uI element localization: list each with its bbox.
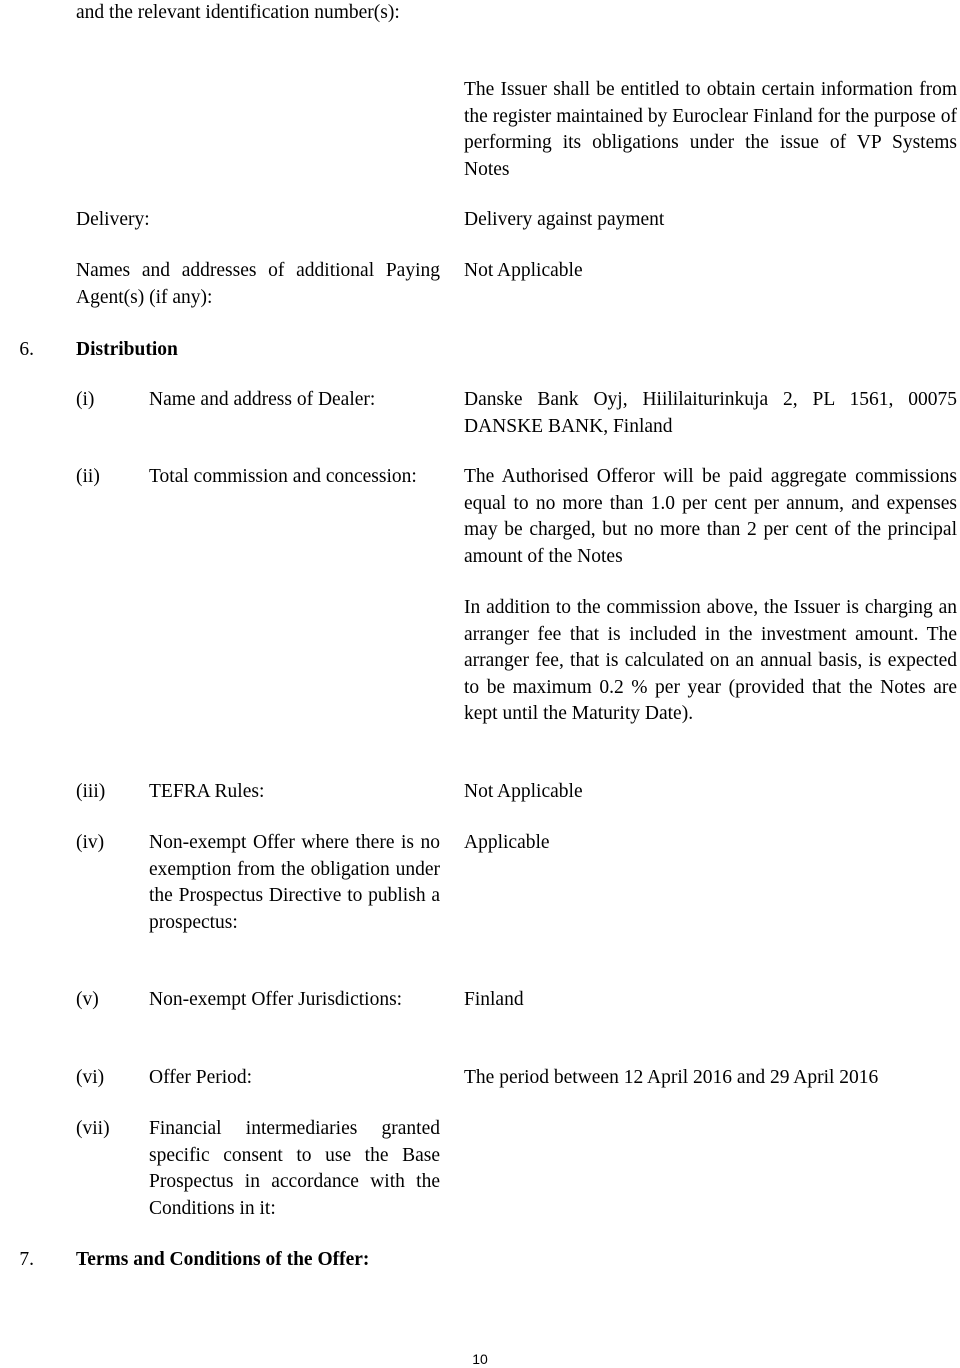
item-ii-value: The Authorised Offeror will be paid aggregate commissions equal to no more than 1.0 per cent per annum, and expenses may be charged, but no more than 2 per cent of the principal amount of the Notes [464, 466, 957, 567]
item-vii-number: (vii) [76, 1118, 110, 1139]
item-vi-label: Offer Period: [149, 1067, 253, 1088]
delivery-value: Delivery against payment [464, 209, 665, 230]
paying-agents-value: Not Applicable [464, 260, 583, 281]
item-vii-label: Financial intermediaries granted specific consent to use the Base Prospectus in accordance with the Conditions in it: [149, 1118, 440, 1219]
item-v-label: Non-exempt Offer Jurisdictions: [149, 989, 403, 1010]
section-7-number: 7. [19, 1249, 34, 1270]
item-iii-label: TEFRA Rules: [149, 781, 265, 802]
item-v-value: Finland [464, 989, 524, 1010]
item-vi-number: (vi) [76, 1067, 105, 1088]
item-v-number: (v) [76, 989, 99, 1010]
section-6-title: Distribution [76, 339, 178, 360]
item-iv-label: Non-exempt Offer where there is no exemption from the obligation under the Prospectus Directive to publish a prospectus: [149, 832, 440, 933]
item-iv-value: Applicable [464, 832, 550, 853]
item-i-label: Name and address of Dealer: [149, 389, 376, 410]
item-iii-value: Not Applicable [464, 781, 583, 802]
item-iii-number: (iii) [76, 781, 106, 802]
item-ii-value-continued: In addition to the commission above, the Issuer is charging an arranger fee that is included in the investment amount. The arranger fee, that is calculated on an annual basis, is expected to be maximum 0.2 % per year (provided that the Notes are kept until the Maturity Date). [464, 597, 957, 724]
paying-agents-label: Names and addresses of additional Paying Agent(s) (if any): [76, 260, 440, 308]
identification-number-label: and the relevant identification number(s): [76, 2, 400, 23]
item-iv-number: (iv) [76, 832, 105, 853]
item-vi-value: The period between 12 April 2016 and 29 April 2016 [464, 1067, 879, 1088]
page-number: 10 [472, 1351, 488, 1367]
item-i-value: Danske Bank Oyj, Hiililaiturinkuja 2, PL 1561, 00075 DANSKE BANK, Finland [464, 389, 957, 437]
section-6-number: 6. [19, 339, 34, 360]
section-7-title: Terms and Conditions of the Offer: [76, 1249, 370, 1270]
item-i-number: (i) [76, 389, 95, 410]
item-ii-label: Total commission and concession: [149, 466, 417, 487]
delivery-label: Delivery: [76, 209, 150, 230]
item-ii-number: (ii) [76, 466, 100, 487]
identification-number-value: The Issuer shall be entitled to obtain certain information from the register maintained by Euroclear Finland for the purpose of performing its obligations under the issue of VP Systems Notes [464, 79, 957, 180]
